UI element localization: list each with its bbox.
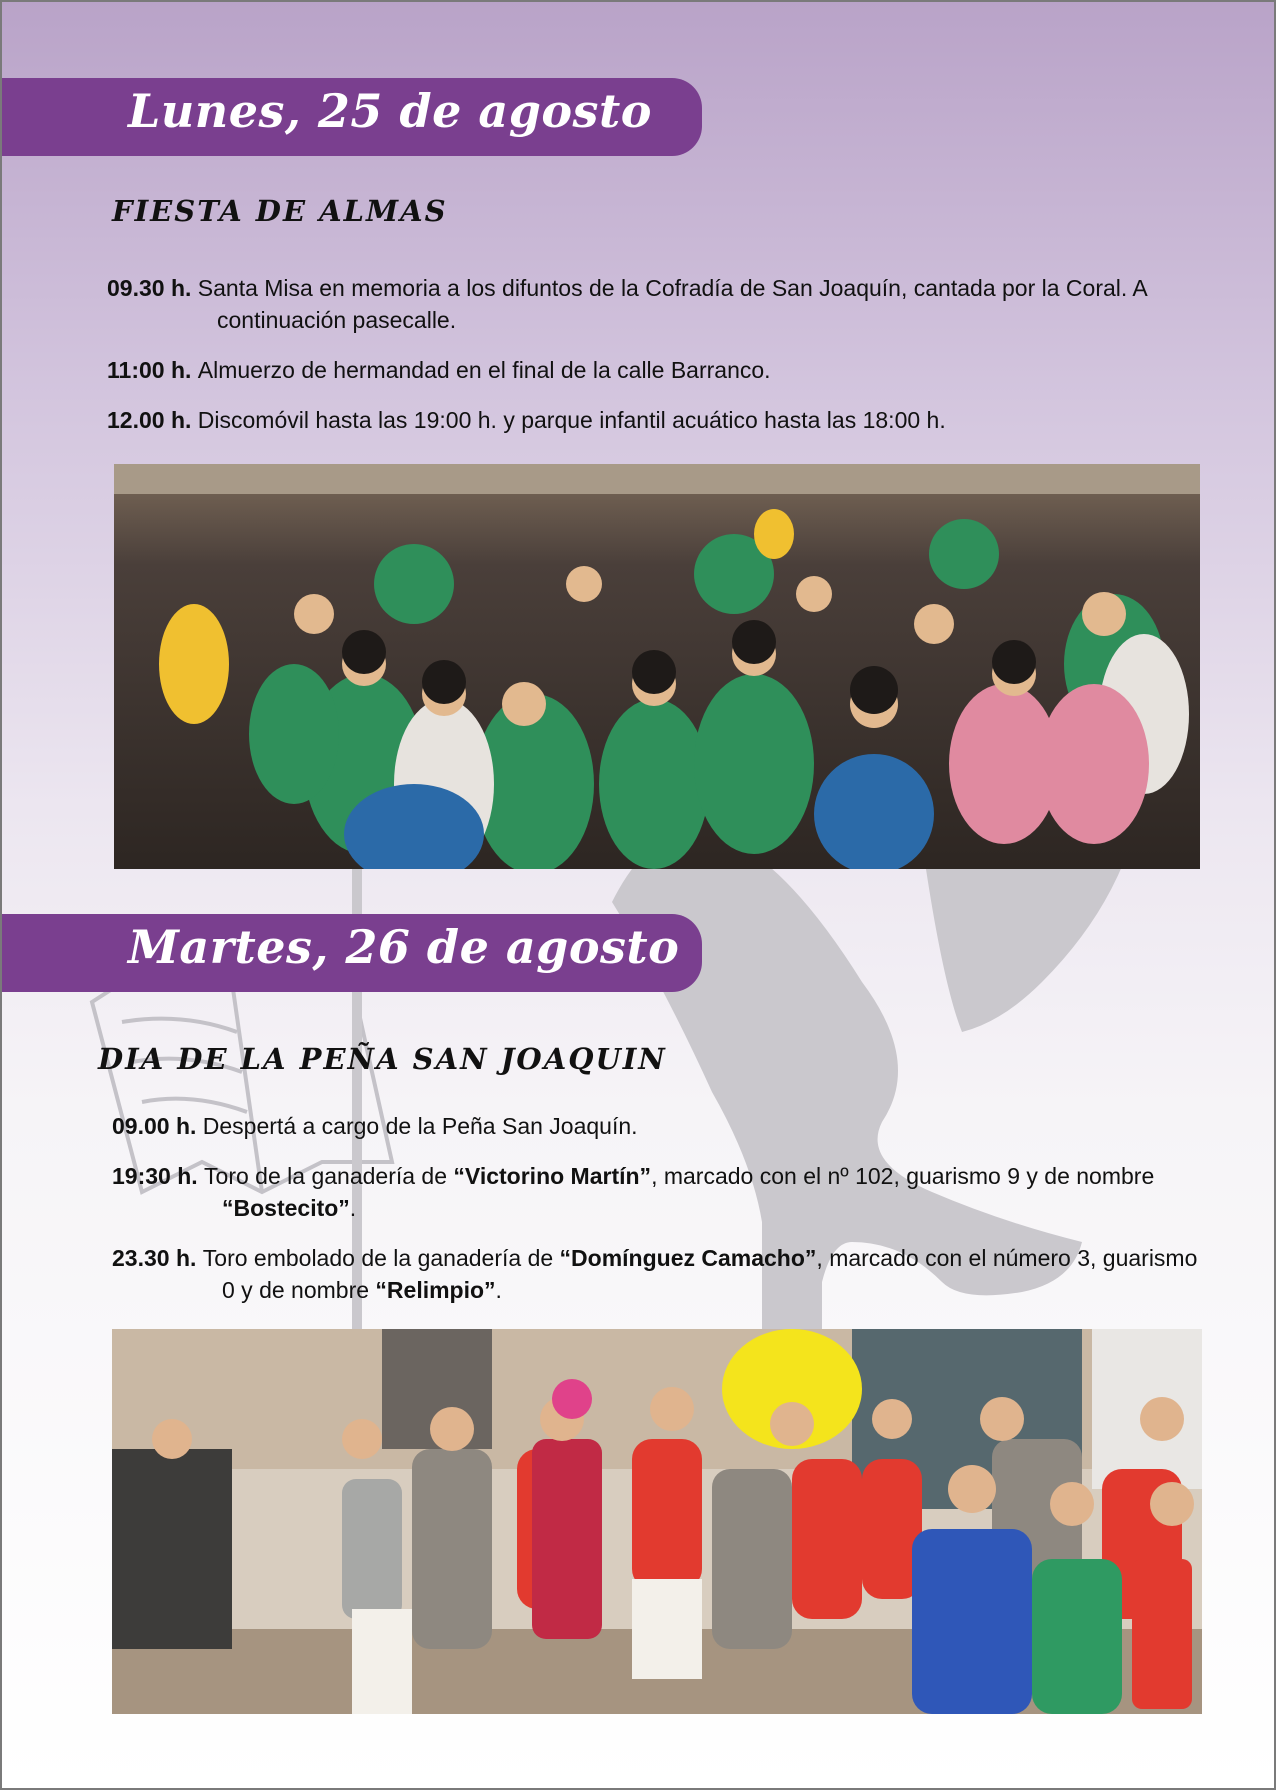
date-title-day1: Lunes, 25 de agosto: [128, 84, 652, 138]
event-highlight: “Relimpio”: [375, 1277, 496, 1303]
crowd-photo-day1: [114, 464, 1200, 869]
event-text: Santa Misa en memoria a los difuntos de la Cofradía de San Joaquín, cantada por la Coral. A continuación pasecalle.: [197, 275, 1147, 333]
event-text: , marcado con el número 3, guarismo 0 y de nombre: [222, 1245, 1198, 1303]
event-text: .: [349, 1195, 357, 1221]
parade-photo-day2: [112, 1329, 1202, 1714]
date-banner-day2: [2, 914, 702, 992]
event-highlight: “Bostecito”: [222, 1195, 350, 1221]
event-time: 11:00 h.: [107, 357, 198, 383]
date-banner-day1: [2, 78, 702, 156]
event-text: Toro embolado de la ganadería de: [202, 1245, 560, 1271]
event-time: 12.00 h.: [107, 407, 198, 433]
event-item: [107, 354, 1202, 386]
event-time: 09.30 h.: [107, 275, 198, 301]
event-text: Despertá a cargo de la Peña San Joaquín.: [202, 1113, 638, 1139]
event-highlight: “Victorino Martín”: [453, 1163, 652, 1189]
event-text: , marcado con el nº 102, guarismo 9 y de nombre: [651, 1163, 1155, 1189]
events-list-day1: [107, 272, 1202, 454]
events-list-day2: [112, 1110, 1207, 1324]
event-time: 19:30 h.: [112, 1163, 205, 1189]
parade-photo-image: [112, 1329, 1202, 1714]
event-text: Discomóvil hasta las 19:00 h. y parque infantil acuático hasta las 18:00 h.: [197, 407, 946, 433]
date-title-day2: Martes, 26 de agosto: [128, 920, 680, 974]
event-item: [112, 1110, 1207, 1142]
event-time: 09.00 h.: [112, 1113, 203, 1139]
section-title-day2: DIA DE LA PEÑA SAN JOAQUIN: [98, 1042, 667, 1076]
event-time: 23.30 h.: [112, 1245, 203, 1271]
event-text: Toro de la ganadería de: [204, 1163, 454, 1189]
event-highlight: “Domínguez Camacho”: [559, 1245, 817, 1271]
event-text: Almuerzo de hermandad en el final de la calle Barranco.: [197, 357, 771, 383]
event-item: [112, 1242, 1207, 1306]
event-item: [107, 404, 1202, 436]
event-item: [107, 272, 1202, 336]
event-text: .: [495, 1277, 502, 1303]
crowd-photo-image: [114, 464, 1200, 869]
section-title-day1: FIESTA DE ALMAS: [112, 194, 448, 228]
event-item: [112, 1160, 1207, 1224]
